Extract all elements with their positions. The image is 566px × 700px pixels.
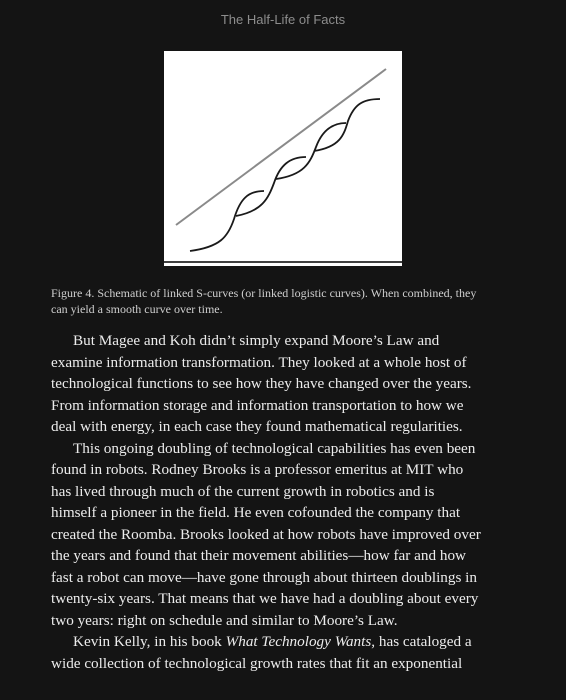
text-line: the years and found that their movement abilities—how far and how xyxy=(51,547,467,564)
book-title: The Half-Life of Facts xyxy=(220,12,346,27)
text-line: This ongoing doubling of technological capabilities has even been xyxy=(73,439,476,457)
figure-caption xyxy=(51,285,521,317)
s-curve-3 xyxy=(276,123,346,179)
text-line: himself a pioneer in the field. He even cofounded the company that xyxy=(51,504,461,521)
text-line: wide collection of technological growth rates that fit an exponential xyxy=(51,654,463,672)
text-line: examine information transformation. They looked at a whole host of xyxy=(51,353,467,371)
text-line: technological functions to see how they have changed over the years. xyxy=(51,375,472,392)
body-text xyxy=(51,330,521,674)
s-curve-4 xyxy=(314,99,380,151)
text-line: twenty-six years. That means that we have had a doubling about every xyxy=(51,590,479,607)
figure-image xyxy=(164,51,402,266)
text-line xyxy=(51,631,521,653)
s-curves-diagram xyxy=(164,51,402,266)
paragraph-2 xyxy=(51,438,521,632)
text-run: Kevin Kelly, in his book xyxy=(73,633,226,650)
s-curve-1 xyxy=(190,191,264,251)
text-line: found in robots. Rodney Brooks is a professor emeritus at MIT who xyxy=(51,461,464,478)
text-line: fast a robot can move—have gone through about thirteen doublings in xyxy=(51,568,477,586)
text-run: , has cataloged a xyxy=(371,633,472,650)
text-line: has lived through much of the current growth in robotics and is xyxy=(51,482,435,500)
s-curve-2 xyxy=(236,157,306,216)
text-line: two years: right on schedule and similar to Moore’s Law. xyxy=(51,611,398,629)
caption-line: can yield a smooth curve over time. xyxy=(51,302,223,316)
text-line: But Magee and Koh didn’t simply expand Moore’s Law and xyxy=(73,332,440,349)
text-line: From information storage and information transportation to how we xyxy=(51,396,464,414)
text-line: created the Roomba. Brooks looked at how robots have improved over xyxy=(51,525,481,543)
book-title-italic: What Technology Wants xyxy=(225,633,372,650)
caption-line: Figure 4. Schematic of linked S-curves (or linked logistic curves). When combined, they xyxy=(51,286,477,300)
text-line: deal with energy, in each case they found mathematical regularities. xyxy=(51,418,463,435)
paragraph-1 xyxy=(51,330,521,438)
paragraph-3 xyxy=(51,631,521,674)
trend-line xyxy=(176,69,386,225)
